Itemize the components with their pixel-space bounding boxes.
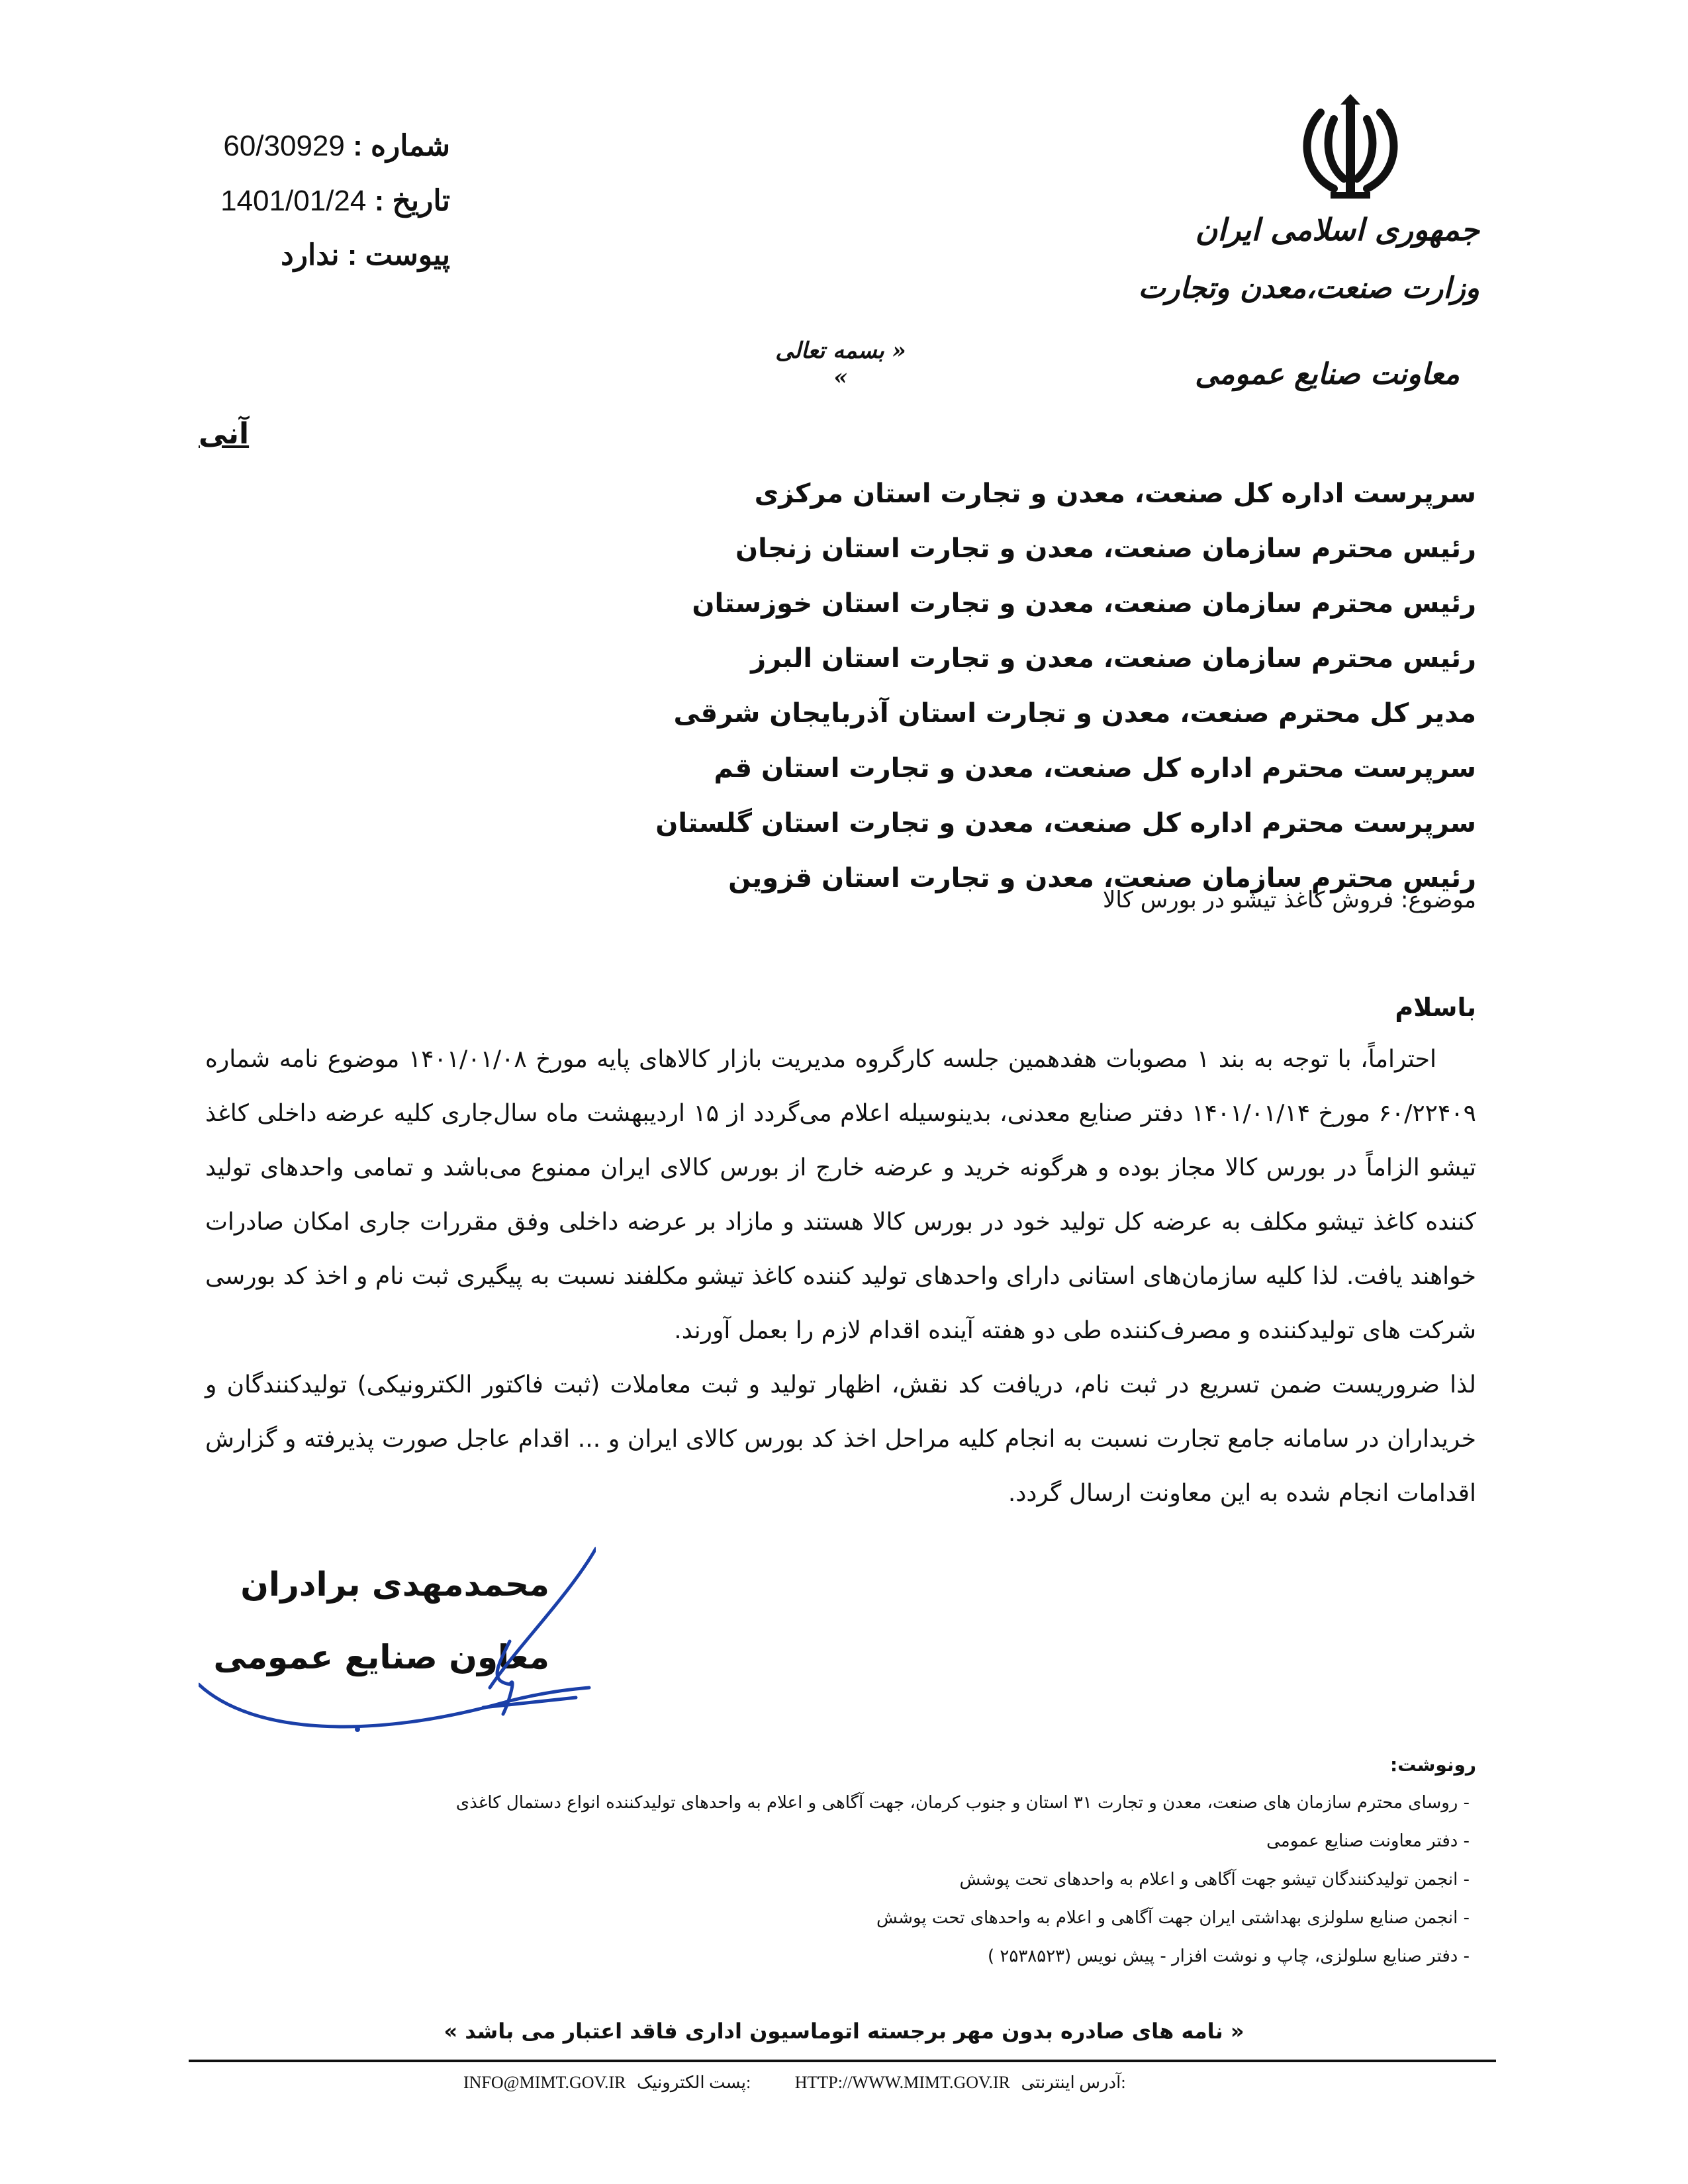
cc-item: - انجمن صنایع سلولزی بهداشتی ایران جهت آگاهی و اعلام به واحدهای تحت پوشش [876,1908,1470,1928]
letter-attachment-value: ندارد [281,239,340,271]
letter-number [185,129,450,163]
letter-date-label: تاریخ : [374,185,450,217]
letter-date [185,184,450,218]
recipient-line: سرپرست محترم اداره کل صنعت، معدن و تجارت استان قم [714,753,1476,784]
letter-number-label: شماره : [353,130,450,162]
letter-number-value: 60/30929 [223,130,345,162]
urgency-label: آنی [199,417,250,451]
signatory-name: محمدمهدی برادران [240,1565,549,1604]
cc-heading: رونوشت: [1390,1754,1476,1776]
recipient-line: رئیس محترم سازمان صنعت، معدن و تجارت استان قزوین [728,863,1476,893]
footer-divider [189,2060,1496,2062]
footer-email-label: :پست الکترونیک [636,2073,751,2092]
letter-attachment-label: پیوست : [347,239,450,271]
cc-item: - دفتر صنایع سلولزی، چاپ و نوشت افزار - پیش نویس (۲۵۳۸۵۲۳ ) [987,1946,1470,1966]
body-paragraph: احتراماً، با توجه به بند ۱ مصوبات هفدهمین جلسه کارگروه مدیریت بازار کالاهای پایه مورخ ۱۴۰۱/۰۱/۰۸ موضوع نامه شماره ۶۰/۲۲۴۰۹ مورخ ۱۴۰۱/۰۱/۱۴ دفتر صنایع معدنی، بدینوسیله اعلام می‌گردد از ۱۵ اردیبهشت ماه سال‌جاری کلیه عرضه داخلی کاغذ تیشو الزاماً در بورس کالا مجاز بوده و هرگونه خرید و عرضه خارج از بورس کالای ایران ممنوع می‌باشد و تمامی واحدهای تولید کننده کاغذ تیشو مکلف به عرضه کل تولید خود در بورس کالا هستند و مازاد بر عرضه داخلی وفق مقررات جاری امکان صادرات خواهند یافت. لذا کلیه سازمان‌های استانی دارای واحدهای تولید کننده کاغذ تیشو مکلفند نسبت به پیگیری ثبت نام و اخذ کد بورسی شرکت های تولیدکننده و مصرف‌کننده طی دو هفته آینده اقدام لازم را بعمل آورند. [205,1046,1477,1344]
deputy-office-name: معاونت صنایع عمومی [1195,357,1460,391]
letter-date-value: 1401/01/24 [220,185,367,217]
cc-item: - روسای محترم سازمان های صنعت، معدن و تجارت ۳۱ استان و جنوب کرمان، جهت آگاهی و اعلام به واحدهای تولیدکننده انواع دستمال کاغذی [455,1793,1470,1813]
recipient-line: رئیس محترم سازمان صنعت، معدن و تجارت استان زنجان [735,533,1476,564]
stamp-validity-note: « نامه های صادره بدون مهر برجسته اتوماسیون اداری فاقد اعتبار می باشد » [444,2019,1244,2044]
footer-contact [463,2073,1225,2093]
recipient-line: رئیس محترم سازمان صنعت، معدن و تجارت استان البرز [751,643,1476,674]
letter-greeting: باسلام [1395,993,1476,1022]
footer-website-label: :آدرس اینترنتی [1021,2073,1126,2092]
footer-email: INFO@MIMT.GOV.IR [463,2073,626,2092]
cc-item: - انجمن تولیدکنندگان تیشو جهت آگاهی و اعلام به واحدهای تحت پوشش [959,1870,1470,1889]
footer-website: HTTP://WWW.MIMT.GOV.IR [794,2073,1010,2092]
cc-item: - دفتر معاونت صنایع عمومی [1266,1831,1470,1851]
body-paragraph: لذا ضروریست ضمن تسریع در ثبت نام، دریافت کد نقش، اظهار تولید و ثبت معاملات (ثبت فاکتور الکترونیکی) تولیدکنندگان و خریداران در سامانه جامع تجارت نسبت به انجام کلیه مراحل اخذ کد بورس کالای ایران و ... اقدام عاجل صورت پذیرفته و گزارش اقدامات انجام شده به این معاونت ارسال گردد. [205,1371,1476,1507]
iran-emblem-icon [1294,93,1407,205]
handwritten-signature [199,1542,596,1760]
recipient-line: مدیر کل محترم صنعت، معدن و تجارت استان آذربایجان شرقی [673,698,1476,729]
bismillah-heading: « بسمه تعالی » [775,338,906,390]
cc-list [456,1784,1470,1976]
recipient-line: سرپرست محترم اداره کل صنعت، معدن و تجارت استان گلستان [655,808,1476,839]
letter-attachment [185,238,450,272]
ministry-name: وزارت صنعت،معدن وتجارت [1138,271,1479,305]
recipient-list [483,467,1476,906]
government-name: جمهوری اسلامی ایران [1195,212,1479,248]
recipient-line: سرپرست اداره کل صنعت، معدن و تجارت استان مرکزی [754,478,1476,509]
letter-body [205,1032,1476,1521]
letter-subject: موضوع: فروش کاغذ تیشو در بورس کالا [1103,887,1476,913]
recipient-line: رئیس محترم سازمان صنعت، معدن و تجارت استان خوزستان [692,588,1476,619]
signatory-title: معاون صنایع عمومی [213,1638,549,1676]
